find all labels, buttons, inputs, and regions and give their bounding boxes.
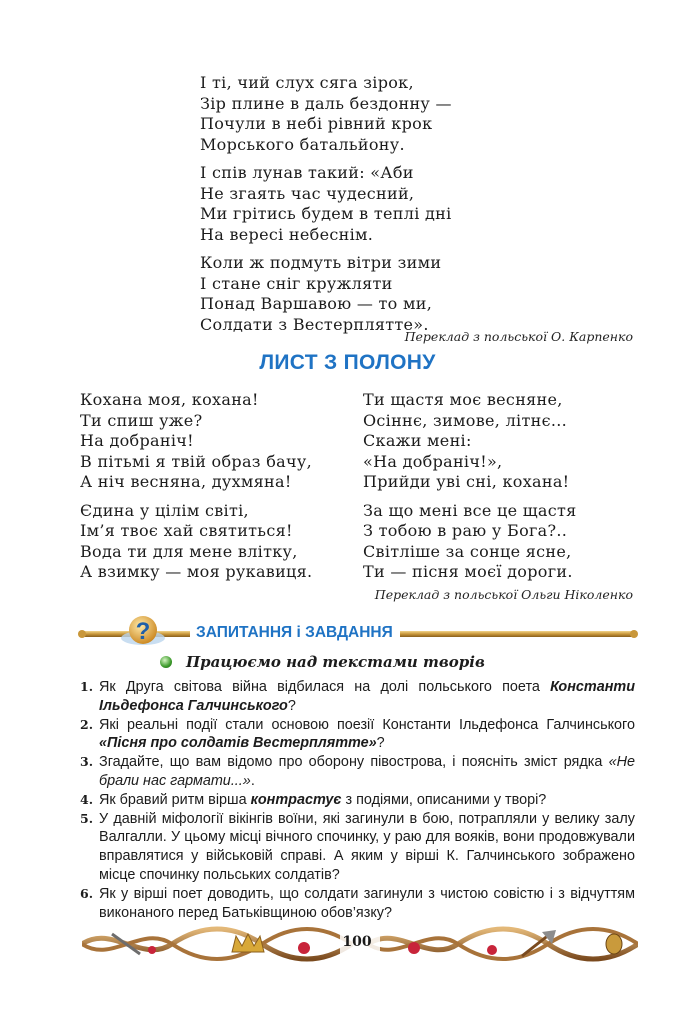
verse-line: Вода ти для мене влітку, [80,541,298,561]
question-number: 5. [80,810,94,826]
verse-line: На добраніч! [80,431,194,450]
verse-line: І спів лунав такий: «Аби [200,163,414,182]
verse-line: Коли ж подмуть вітри зими [200,253,442,272]
svg-text:?: ? [135,618,151,645]
question-item [80,791,635,810]
question-item [80,885,635,923]
question-number: 2. [80,716,94,732]
question-number: 6. [80,885,94,901]
verse-line: Не згаять час чудесний, [200,183,415,203]
question-number: 4. [80,791,94,807]
green-bullet-icon [160,656,172,668]
verse-line: Зір плине в даль бездонну — [200,93,452,113]
question-number: 1. [80,679,94,694]
questions-header-title: ЗАПИТАННЯ і ЗАВДАННЯ [196,624,393,641]
poem1-verse [200,73,452,343]
verse-line: За що мені все це щастя [363,500,577,520]
question-item [80,753,635,791]
poem2-credit: Переклад з польської Ольги Ніколенко [374,587,633,602]
question-emphasis: Константи Ільдефонса Галчинського [99,679,635,714]
section-title [160,653,485,671]
verse-line: Солдати з Вестерплятте». [200,314,429,334]
question-text-end: ? [376,735,385,752]
question-emphasis: «Пісня про солдатів Вестерплятте» [99,735,377,752]
verse-line: Прийди уві сні, кохана! [363,472,570,491]
question-emphasis: контрастує [250,791,342,808]
question-text: Як Друга світова війна відбилася на долі польського поета [99,679,551,695]
verse-line: Ти спиш уже? [80,410,203,430]
verse-line: І ті, чий слух сяга зірок, [200,73,414,92]
verse-line: Почули в небі рівний крок [200,114,433,133]
verse-line: Кохана моя, кохана! [80,390,259,409]
question-text-end: . [250,772,255,789]
stanza [363,390,577,493]
question-quote: «Не брали нас гармати...» [99,754,635,789]
question-item [80,716,635,754]
question-text: Як у вірші поет доводить, що солдати загинули з чистою совістю і з відчуттям виконаного перед Батьківщиною обов’язку? [99,885,635,921]
crown-icon [232,934,264,952]
stanza [80,501,312,583]
poem1-credit: Переклад з польської О. Карпенко [404,329,633,344]
verse-line: На вересі небеснім. [200,224,374,244]
question-mark-icon [121,616,165,645]
beetle-icon [606,934,622,954]
stanza [200,163,452,245]
verse-line: А взимку — моя рукавиця. [80,562,313,581]
stanza [200,253,452,335]
verse-line: «На добраніч!», [363,451,503,471]
verse-line: І стане сніг кружляти [200,273,393,293]
verse-line: Єдина у цілім світі, [80,500,249,520]
verse-line: Ім’я твоє хай святиться! [80,521,293,540]
question-text: Згадайте, що вам відомо про оборону півострова, і поясніть зміст рядка [99,754,609,771]
sword-icon [112,934,140,954]
poem2-left-column [80,390,312,591]
verse-line: Ми грітись будем в теплі дні [200,204,452,223]
questions-list [80,678,635,922]
poem2-right-column [363,390,577,591]
verse-line: З тобою в раю у Бога?.. [363,521,568,540]
section-title-text: Працюємо над текстами творів [186,653,485,671]
question-text-end: з подіями, описаними у творі? [341,791,547,808]
verse-line: А ніч весняна, духмяна! [80,472,292,491]
verse-line: Скажи мені: [363,431,472,450]
verse-line: Морського батальйону. [200,134,405,154]
stanza [200,73,452,155]
verse-line: Понад Варшавою — то ми, [200,294,433,313]
stanza [363,501,577,583]
question-text: У давній міфології вікінгів воїни, які загинули в бою, потрапляли у велику залу Валгалли. У цьому місці вічного спочинку, у раю для вояків, вони продовжували вправлятися у військовій справі. А яким у вірші К. Галчинського зображено місце спочинку польських солдатів? [99,810,635,883]
question-number: 3. [80,754,94,770]
stanza [80,390,312,493]
question-text: Як бравий ритм вірша [99,791,251,808]
verse-line: В пітьмі я твій образ бачу, [80,451,312,471]
question-text-end: ? [287,697,296,714]
poem2-title: ЛИСТ З ПОЛОНУ [259,351,436,374]
verse-line: Осіннє, зимове, літнє... [363,410,567,430]
question-text: Які реальні події стали основою поезії Константи Ільдефонса Галчинського [99,716,635,733]
verse-line: Ти — пісня моєї дороги. [363,562,573,581]
page-number: 100 [342,934,372,950]
verse-line: Ти щастя моє весняне, [363,390,563,409]
verse-line: Світліше за сонце ясне, [363,541,572,561]
question-item [80,678,635,716]
question-item [80,810,635,885]
